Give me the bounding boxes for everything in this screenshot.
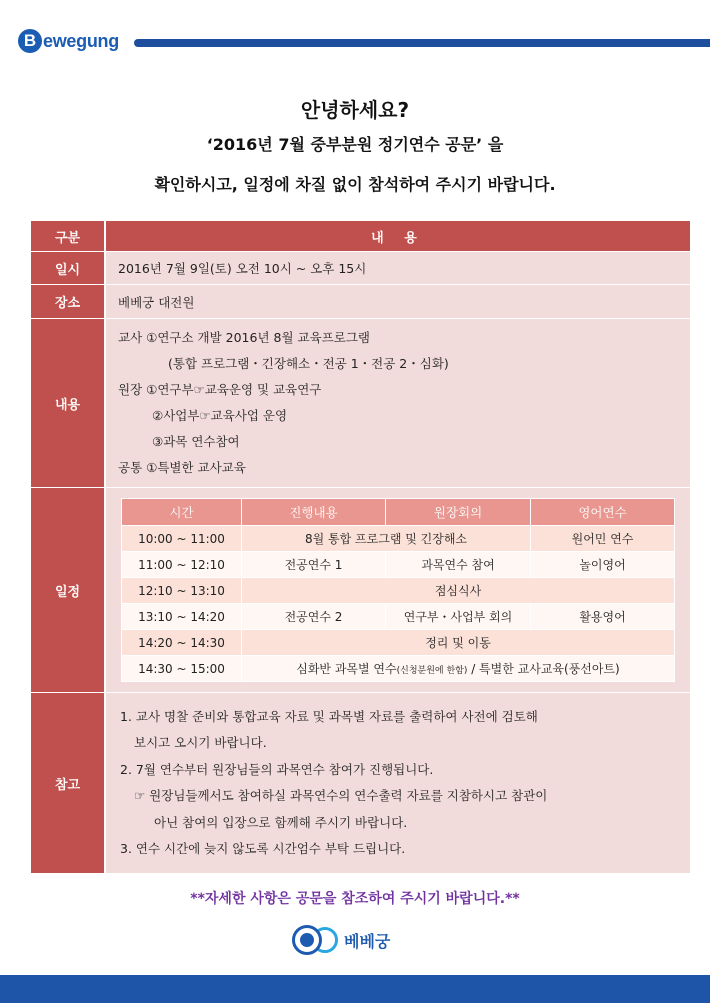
note-line: 2. 7월 연수부터 원장님들의 과목연수 참여가 진행됩니다. xyxy=(120,761,434,777)
schedule-header-row xyxy=(122,499,675,526)
bebegung-emblem-icon xyxy=(292,925,322,955)
logo-b-circle-icon: B xyxy=(18,29,42,53)
schedule-row-item xyxy=(122,630,675,656)
schedule-table xyxy=(121,498,675,682)
schedule-director-meeting: 과목연수 참여 xyxy=(386,552,531,578)
intro-line-3: 확인하시고, 일정에 차질 없이 참석하여 주시기 바랍니다. xyxy=(154,175,556,194)
header-content-cell: 내 용 xyxy=(105,221,690,252)
info-table-header xyxy=(31,221,690,252)
schedule-label: 일정 xyxy=(31,488,105,693)
schedule-time: 14:20 ~ 14:30 xyxy=(122,630,242,656)
header-category-cell: 구분 xyxy=(31,221,105,252)
content-label: 내용 xyxy=(31,319,105,488)
place-label: 장소 xyxy=(31,285,105,319)
notes-label: 참고 xyxy=(31,693,105,874)
schedule-time: 11:00 ~ 12:10 xyxy=(122,552,242,578)
schedule-span xyxy=(242,656,675,682)
date-value: 2016년 7월 9일(토) 오전 10시 ~ 오후 15시 xyxy=(105,252,690,285)
schedule-english: 활용영어 xyxy=(531,604,675,630)
note-line: 아닌 참여의 입장으로 함께해 주시기 바랍니다. xyxy=(154,814,408,830)
note-line: 3. 연수 시간에 늦지 않도록 시간엄수 부탁 드립니다. xyxy=(120,841,406,856)
schedule-span: 점심식사 xyxy=(242,578,675,604)
content-row xyxy=(31,319,690,488)
schedule-program: 전공연수 1 xyxy=(242,552,386,578)
notes-row xyxy=(31,693,690,874)
schedule-span-note: (신청분원에 한함) xyxy=(396,666,468,676)
bewegung-logo xyxy=(18,28,119,54)
place-row xyxy=(31,285,690,319)
brand-name: 베베궁 xyxy=(344,931,391,951)
footer-note: **자세한 사항은 공문을 참조하여 주시기 바랍니다.** xyxy=(190,891,520,907)
schedule-row xyxy=(31,488,690,693)
content-line: (통합 프로그램・긴장해소・전공 1・전공 2・심화) xyxy=(168,356,449,371)
content-line: 교사 ①연구소 개발 2016년 8월 교육프로그램 xyxy=(118,330,370,345)
date-row xyxy=(31,252,690,285)
content-line: 원장 ①연구부☞교육운영 및 교육연구 xyxy=(118,382,322,397)
schedule-director-meeting: 연구부・사업부 회의 xyxy=(386,604,531,630)
schedule-span-extra: / 특별한 교사교육(풍선아트) xyxy=(467,662,620,676)
content-line: 공통 ①특별한 교사교육 xyxy=(118,460,246,475)
greeting: 안녕하세요? xyxy=(300,98,410,122)
schedule-row-item xyxy=(122,552,675,578)
place-value: 베베궁 대전원 xyxy=(105,285,690,319)
schedule-row-item xyxy=(122,656,675,682)
note-line: 1. 교사 명찰 준비와 통합교육 자료 및 과목별 자료를 출력하여 사전에 검토해 xyxy=(120,708,538,724)
footer-blue-bar xyxy=(0,975,710,1003)
bebegung-brand xyxy=(292,925,390,955)
content-value xyxy=(105,319,690,488)
content-line: ③과목 연수참여 xyxy=(152,434,240,449)
schedule-cell xyxy=(105,488,690,693)
schedule-program: 전공연수 2 xyxy=(242,604,386,630)
header-blue-bar xyxy=(134,39,710,47)
schedule-row-item xyxy=(122,604,675,630)
note-line: ☞ 원장님들께서도 참여하실 과목연수의 연수출력 자료를 지참하시고 참관이 xyxy=(134,788,548,803)
info-table xyxy=(31,221,690,874)
date-label: 일시 xyxy=(31,252,105,285)
schedule-header-director-meeting: 원장회의 xyxy=(386,499,531,526)
schedule-english: 원어민 연수 xyxy=(531,526,675,552)
schedule-program: 8월 통합 프로그램 및 긴장해소 xyxy=(242,526,531,552)
schedule-row-item xyxy=(122,526,675,552)
schedule-header-english: 영어연수 xyxy=(531,499,675,526)
schedule-span-main: 심화반 과목별 연수 xyxy=(296,662,397,676)
schedule-time: 13:10 ~ 14:20 xyxy=(122,604,242,630)
schedule-row-item xyxy=(122,578,675,604)
content-line: ②사업부☞교육사업 운영 xyxy=(152,408,288,423)
schedule-time: 12:10 ~ 13:10 xyxy=(122,578,242,604)
note-line: 보시고 오시기 바랍니다. xyxy=(134,735,267,750)
notes-value xyxy=(105,693,690,874)
schedule-header-program: 진행내용 xyxy=(242,499,386,526)
schedule-english: 놀이영어 xyxy=(531,552,675,578)
logo-wordmark: ewegung xyxy=(43,30,119,51)
schedule-time: 14:30 ~ 15:00 xyxy=(122,656,242,682)
intro-line-2: ‘2016년 7월 중부분원 정기연수 공문’ 을 xyxy=(206,135,504,154)
schedule-header-time: 시간 xyxy=(122,499,242,526)
schedule-span: 정리 및 이동 xyxy=(242,630,675,656)
schedule-time: 10:00 ~ 11:00 xyxy=(122,526,242,552)
